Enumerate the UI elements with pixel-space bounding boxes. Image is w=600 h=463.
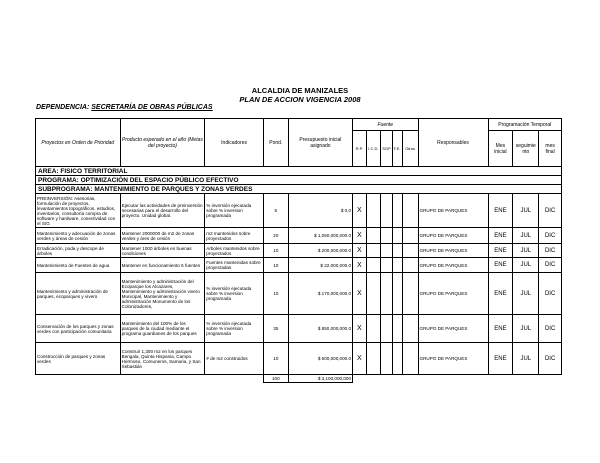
pond-cell: 20 bbox=[263, 228, 288, 244]
presupuesto-cell: $ 1,050,000,000.0 bbox=[288, 228, 352, 244]
producto-cell: Ejecutar las actividades de preinversión necesarias para el desarrollo del proyecto. Unidad global. bbox=[120, 194, 205, 228]
seguimiento-cell: JUL bbox=[513, 244, 539, 258]
table-row bbox=[36, 228, 562, 244]
col-sgp: SGP bbox=[381, 131, 392, 167]
col-mes-inicial: Mes inicial bbox=[488, 131, 513, 167]
proyecto-cell: Mantenimiento y adecuación de zonas verdes y áreas de cesión bbox=[36, 228, 121, 244]
seguimiento-cell: JUL bbox=[513, 228, 539, 244]
proyecto-cell: Construcción de parques y zonas verdes bbox=[36, 343, 121, 375]
mes-inicial-cell: ENE bbox=[488, 244, 513, 258]
col-proyectos: Proyectos en Orden de Prioridad bbox=[36, 119, 121, 167]
presupuesto-cell: $ 600,000,000.0 bbox=[288, 343, 352, 375]
proyecto-cell: Erradicación, poda y descope de árboles bbox=[36, 244, 121, 258]
plan-title: PLAN DE ACCION VIGENCIA 2008 bbox=[239, 95, 361, 104]
proyecto-cell: Mantenimiento y administración de parques, ecoparques y vivero bbox=[36, 273, 121, 315]
totals-row bbox=[36, 375, 562, 383]
mes-inicial-cell: ENE bbox=[488, 194, 513, 228]
pond-cell: 10 bbox=[263, 343, 288, 375]
seguimiento-cell: JUL bbox=[513, 315, 539, 343]
indicador-cell: % inversión ejecutada sobre % inversion programada bbox=[205, 273, 264, 315]
indicador-cell: # de m2 construidos bbox=[205, 343, 264, 375]
total-presupuesto: $ 3,100,000,000 bbox=[288, 375, 352, 383]
table-row bbox=[36, 343, 562, 375]
responsable-cell: GRUPO DE PARQUES bbox=[418, 244, 488, 258]
subprograma-row: SUBPROGRAMA: MANTENIMIENTO DE PARQUES Y ZONAS VERDES bbox=[36, 185, 562, 194]
presupuesto-cell: $ 200,000,000.0 bbox=[288, 244, 352, 258]
col-pond: Pond. bbox=[263, 119, 288, 167]
responsable-cell: GRUPO DE PARQUES bbox=[418, 228, 488, 244]
indicador-cell: m2 mantenidos sobre proyectados bbox=[205, 228, 264, 244]
dependencia-value: SECRETARÍA DE OBRAS PÚBLICAS bbox=[91, 104, 213, 111]
fuente-mark: X bbox=[353, 273, 367, 315]
seguimiento-cell: JUL bbox=[513, 194, 539, 228]
col-responsables: Responsables bbox=[418, 119, 488, 167]
pond-cell: 5 bbox=[263, 194, 288, 228]
indicador-cell: % inversión ejecutada sobre % inversion programada bbox=[205, 194, 264, 228]
dependencia-line bbox=[36, 104, 213, 111]
mes-final-cell: DIC bbox=[539, 315, 562, 343]
programa-row: PROGRAMA: OPTIMIZACIÓN DEL ESPACIO PÚBLICO EFECTIVO bbox=[36, 176, 562, 185]
fuente-mark: X bbox=[353, 228, 367, 244]
producto-cell: Mantener 2000000 de m2 de zonas verdes y áres de cesión bbox=[120, 228, 205, 244]
table-row bbox=[36, 315, 562, 343]
seguimiento-cell: JUL bbox=[513, 273, 539, 315]
table-row bbox=[36, 258, 562, 273]
col-otros: Otros bbox=[402, 131, 418, 167]
entity-title: ALCALDIA DE MANIZALES bbox=[251, 86, 349, 95]
action-plan-table bbox=[35, 118, 562, 383]
proyecto-cell: Mantenimiento de Fuentes de agua bbox=[36, 258, 121, 273]
col-presupuesto: Presupuesto inicial asignado bbox=[288, 119, 352, 167]
fuente-mark: X bbox=[353, 244, 367, 258]
fuente-mark: X bbox=[353, 194, 367, 228]
producto-cell: Mantener 1000 árboles en buenas condiciones bbox=[120, 244, 205, 258]
pond-cell: 10 bbox=[263, 244, 288, 258]
presupuesto-cell: $ 22,000,000.0 bbox=[288, 258, 352, 273]
proyecto-cell: Conservación de los parques y zonas verdes con participación comunitaria bbox=[36, 315, 121, 343]
mes-inicial-cell: ENE bbox=[488, 315, 513, 343]
indicador-cell: % inversión ejecutada sobre % inversion programada bbox=[205, 315, 264, 343]
mes-final-cell: DIC bbox=[539, 244, 562, 258]
col-rp: R.P. bbox=[353, 131, 367, 167]
producto-cell: Construir 1,300 m2 en los parques Bengala, Quinta Hispania, Campo Hermoso, Comuneros, Samaria, y San Sebastián bbox=[120, 343, 205, 375]
col-mes-final: mes final bbox=[539, 131, 562, 167]
table-row bbox=[36, 273, 562, 315]
col-fe: F.E. bbox=[392, 131, 402, 167]
seguimiento-cell: JUL bbox=[513, 343, 539, 375]
responsable-cell: GRUPO DE PARQUES bbox=[418, 258, 488, 273]
producto-cell: Mantenimiento y administración del Ecoparque los Alcazares, Mantenimiento y administración vivero Municipal, Mantenimiento y administración Monumento de los Colonizadores, bbox=[120, 273, 205, 315]
responsable-cell: GRUPO DE PARQUES bbox=[418, 315, 488, 343]
mes-inicial-cell: ENE bbox=[488, 258, 513, 273]
col-programacion: Programación Temporal bbox=[488, 119, 562, 131]
responsable-cell: GRUPO DE PARQUES bbox=[418, 343, 488, 375]
indicador-cell: Fuentes mantenidas sobre proyectadas bbox=[205, 258, 264, 273]
producto-cell: Mantener en funcionamiento 5 fuentes bbox=[120, 258, 205, 273]
presupuesto-cell: $ 0,0 bbox=[288, 194, 352, 228]
dependencia-label: DEPENDENCIA: bbox=[36, 104, 90, 111]
presupuesto-cell: $ 850,000,000.0 bbox=[288, 315, 352, 343]
mes-inicial-cell: ENE bbox=[488, 343, 513, 375]
area-row: AREA: FISICO TERRITORIAL bbox=[36, 167, 562, 176]
col-fuente: Fuente bbox=[353, 119, 418, 131]
fuente-mark: X bbox=[353, 258, 367, 273]
proyecto-cell: PREINVERSIÓN: Asesorias, formulación de proyectos, levantamientos topográficos, estudios, inventarios, consultoría compra de software y hardware, conectividad con el SIG bbox=[36, 194, 121, 228]
indicador-cell: Arboles mantenidos sobre proyectados bbox=[205, 244, 264, 258]
fuente-mark: X bbox=[353, 315, 367, 343]
table-row bbox=[36, 194, 562, 228]
mes-final-cell: DIC bbox=[539, 258, 562, 273]
col-seguimiento: seguimie nto bbox=[513, 131, 539, 167]
total-pond: 100 bbox=[263, 375, 288, 383]
col-indicadores: Indicadores bbox=[205, 119, 264, 167]
presupuesto-cell: $ 170,000,000.0 bbox=[288, 273, 352, 315]
table-row bbox=[36, 244, 562, 258]
producto-cell: Mantenimiento del 100% de los parques de la ciudad mediante el programa guardianes de los parques bbox=[120, 315, 205, 343]
mes-inicial-cell: ENE bbox=[488, 228, 513, 244]
mes-inicial-cell: ENE bbox=[488, 273, 513, 315]
responsable-cell: GRUPO DE PARQUES bbox=[418, 273, 488, 315]
responsable-cell: GRUPO DE PARQUES bbox=[418, 194, 488, 228]
fuente-mark: X bbox=[353, 343, 367, 375]
seguimiento-cell: JUL bbox=[513, 258, 539, 273]
pond-cell: 10 bbox=[263, 258, 288, 273]
col-producto: Producto esperado en el año (Metas del proyecto) bbox=[120, 119, 205, 167]
pond-cell: 10 bbox=[263, 273, 288, 315]
col-icd: I.C.D. bbox=[366, 131, 381, 167]
pond-cell: 35 bbox=[263, 315, 288, 343]
mes-final-cell: DIC bbox=[539, 228, 562, 244]
mes-final-cell: DIC bbox=[539, 343, 562, 375]
mes-final-cell: DIC bbox=[539, 273, 562, 315]
mes-final-cell: DIC bbox=[539, 194, 562, 228]
